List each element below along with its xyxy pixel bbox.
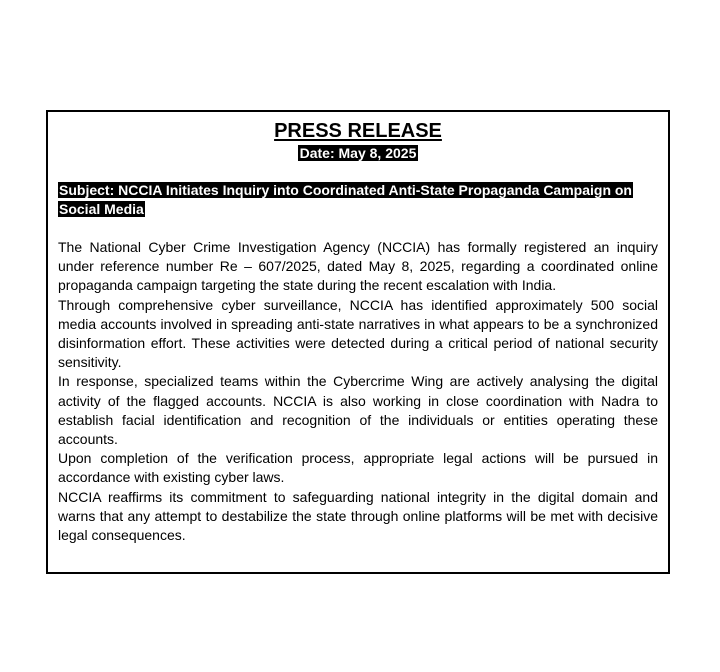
document-title: PRESS RELEASE	[274, 120, 442, 142]
subject-text: Subject: NCCIA Initiates Inquiry into Coordinated Anti-State Propaganda Campaign on Social Media	[59, 182, 632, 217]
body-paragraph: Upon completion of the verification process, appropriate legal actions will be pursued in accordance with existing cyber laws.	[58, 450, 658, 486]
date-line	[58, 144, 658, 163]
document-body	[58, 238, 658, 545]
body-paragraph: Through comprehensive cyber surveillance, NCCIA has identified approximately 500 social media accounts involved in spreading anti-state narratives in what appears to be a synchronized disinformation effort. These activities were detected during a critical period of national security sensitivity.	[58, 296, 658, 371]
body-paragraph: In response, specialized teams within the Cybercrime Wing are actively analysing the digital activity of the flagged accounts. NCCIA is also working in close coordination with Nadra to establish facial identification and recognition of the individuals or entities operating these accounts.	[58, 373, 658, 448]
subject-line	[58, 181, 658, 219]
press-release-document	[46, 110, 670, 574]
body-paragraph: The National Cyber Crime Investigation Agency (NCCIA) has formally registered an inquiry under reference number Re – 607/2025, dated May 8, 2025, regarding a coordinated online propaganda campaign targeting the state during the recent escalation with India.	[58, 239, 658, 294]
body-paragraph: NCCIA reaffirms its commitment to safeguarding national integrity in the digital domain and warns that any attempt to destabilize the state through online platforms will be met with decisive legal consequences.	[58, 488, 658, 544]
release-date: Date: May 8, 2025	[299, 145, 417, 161]
